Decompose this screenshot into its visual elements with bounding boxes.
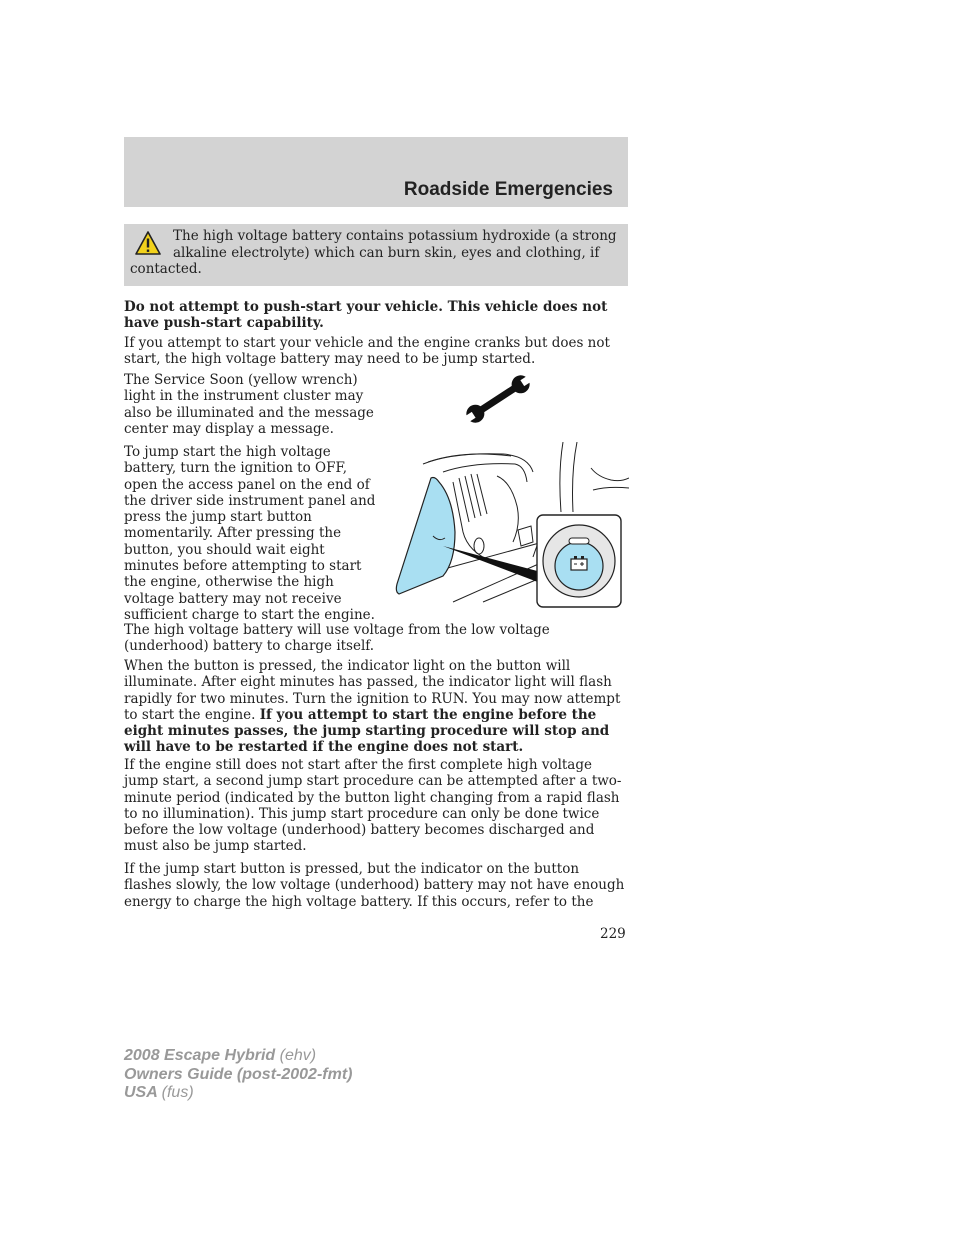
section-header [124, 137, 628, 207]
warning-line-2: alkaline electrolyte) which can burn skin, eyes and clothing, if [173, 244, 600, 261]
warning-box [124, 224, 628, 286]
push-start-warning: Do not attempt to push-start your vehicle. This vehicle does not have push-start capability. [124, 299, 608, 332]
footer-guide: Owners Guide (post-2002-fmt) [124, 1065, 353, 1083]
footer-model-code: (ehv) [279, 1047, 317, 1064]
indicator-warning: If you attempt to start the engine before the eight minutes passes, the jump starting procedure will stop and will have to be restarted if the engine does not start. [124, 706, 610, 756]
paragraph-slow-flash [124, 861, 630, 910]
warning-line-1: The high voltage battery contains potassium hydroxide (a strong [173, 228, 617, 244]
voltage-source-text: The high voltage battery will use voltage from the low voltage (underhood) battery to charge itself. [124, 622, 550, 655]
paragraph-second-attempt [124, 757, 630, 855]
paragraph-service-soon [124, 372, 374, 437]
warning-line-3: contacted. [130, 261, 202, 277]
section-title: Roadside Emergencies [403, 179, 613, 200]
paragraph-push-start [124, 299, 630, 332]
jump-procedure-text: To jump start the high voltage battery, turn the ignition to OFF, open the access panel on the end of the driver side instrument panel and press the jump start button momentarily. After pressing the button, you should wait eight minutes before attempting to start the engine, otherwise the high voltage battery may not receive sufficient charge to start the engine. [124, 444, 376, 623]
paragraph-indicator [124, 658, 630, 756]
paragraph-jump-procedure [124, 444, 376, 623]
footer-market-code: (fus) [161, 1084, 194, 1101]
indicator-text: When the button is pressed, the indicator light on the button will illuminate. After eight minutes has passed, the indicator light will flash rapidly for two minutes. Turn the ignition to RUN. You may now attempt to start the engine. [124, 658, 621, 723]
jump-start-button-illustration [393, 442, 629, 610]
document-footer [124, 1047, 352, 1103]
footer-model: 2008 Escape Hybrid [124, 1047, 276, 1064]
paragraph-voltage-source [124, 622, 630, 655]
page-number: 229 [600, 926, 626, 942]
footer-market: USA [124, 1084, 158, 1101]
service-soon-text: The Service Soon (yellow wrench) light in the instrument cluster may also be illuminated and the message center may display a message. [124, 372, 374, 437]
wrench-icon [463, 373, 533, 425]
second-attempt-text: If the engine still does not start after the first complete high voltage jump start, a second jump start procedure can be attempted after a two-minute period (indicated by the button light changing from a rapid flash to no illumination). This jump start procedure can only be done twice before the low voltage (underhood) battery becomes discharged and must also be jump started. [124, 757, 622, 855]
warning-text [130, 228, 620, 278]
jump-needed-text: If you attempt to start your vehicle and the engine cranks but does not start, the high voltage battery may need to be jump started. [124, 335, 610, 368]
paragraph-jump-needed [124, 335, 630, 368]
slow-flash-text: If the jump start button is pressed, but the indicator on the button flashes slowly, the low voltage (underhood) battery may not have enough energy to charge the high voltage battery. If this occurs, refer to the [124, 861, 625, 910]
